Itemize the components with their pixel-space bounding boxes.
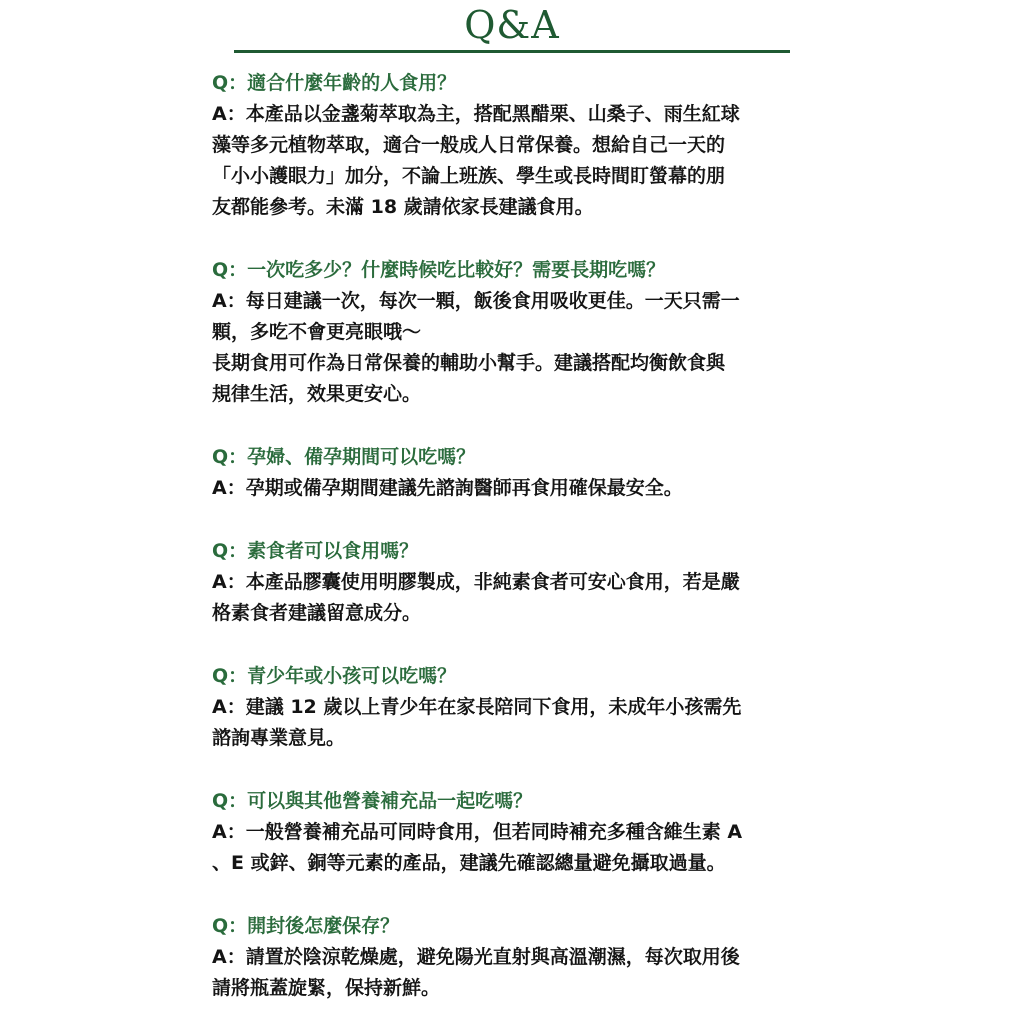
faq-answer xyxy=(212,817,812,879)
faq-answer xyxy=(212,692,812,754)
faq-answer-line: A：建議 12 歲以上青少年在家長陪同下食用，未成年小孩需先 xyxy=(212,696,742,718)
faq-answer xyxy=(212,286,812,410)
faq-answer xyxy=(212,567,812,629)
faq-question: Q：可以與其他營養補充品一起吃嗎？ xyxy=(212,790,533,812)
faq-answer-line: 格素食者建議留意成分。 xyxy=(212,602,422,624)
faq-list xyxy=(212,68,812,1036)
faq-item xyxy=(212,661,812,754)
faq-answer-line: A：本產品以金盞菊萃取為主，搭配黑醋栗、山桑子、雨生紅球 xyxy=(212,103,740,125)
faq-item xyxy=(212,442,812,504)
faq-answer-line: 諮詢專業意見。 xyxy=(212,727,346,749)
faq-question: Q：開封後怎麼保存？ xyxy=(212,915,400,937)
faq-answer-line: 「小小護眼力」加分，不論上班族、學生或長時間盯螢幕的朋 xyxy=(212,165,726,187)
faq-question: Q：一次吃多少？什麼時候吃比較好？需要長期吃嗎？ xyxy=(212,259,666,281)
faq-answer-line: 長期食用可作為日常保養的輔助小幫手。建議搭配均衡飲食與 xyxy=(212,352,726,374)
faq-answer-line: A：孕期或備孕期間建議先諮詢醫師再食用確保最安全。 xyxy=(212,477,683,499)
faq-item xyxy=(212,68,812,223)
page-title: Q&A xyxy=(464,3,560,47)
faq-answer-line: 藻等多元植物萃取，適合一般成人日常保養。想給自己一天的 xyxy=(212,134,726,156)
faq-question: Q：孕婦、備孕期間可以吃嗎？ xyxy=(212,446,476,468)
faq-answer-line: A：本產品膠囊使用明膠製成，非純素食者可安心食用，若是嚴 xyxy=(212,571,740,593)
faq-answer xyxy=(212,942,812,1004)
faq-answer-line: 規律生活，效果更安心。 xyxy=(212,383,422,405)
faq-answer-line: 請將瓶蓋旋緊，保持新鮮。 xyxy=(212,977,441,999)
faq-item xyxy=(212,786,812,879)
faq-question: Q：素食者可以食用嗎？ xyxy=(212,540,419,562)
faq-item xyxy=(212,911,812,1004)
faq-item xyxy=(212,255,812,410)
faq-question: Q：青少年或小孩可以吃嗎？ xyxy=(212,665,457,687)
faq-answer-line: A：每日建議一次，每次一顆，飯後食用吸收更佳。一天只需一 xyxy=(212,290,740,312)
faq-question: Q：適合什麼年齡的人食用？ xyxy=(212,72,457,94)
title-divider xyxy=(234,50,790,53)
faq-answer-line: A：一般營養補充品可同時食用，但若同時補充多種含維生素 A xyxy=(212,821,743,843)
faq-answer-line: 顆，多吃不會更亮眼哦～ xyxy=(212,321,422,343)
faq-answer xyxy=(212,473,812,504)
faq-item xyxy=(212,536,812,629)
faq-answer-line: A：請置於陰涼乾燥處，避免陽光直射與高溫潮濕，每次取用後 xyxy=(212,946,740,968)
faq-answer-line: 、E 或鋅、銅等元素的產品，建議先確認總量避免攝取過量。 xyxy=(212,852,726,874)
faq-answer-line: 友都能參考。未滿 18 歲請依家長建議食用。 xyxy=(212,196,594,218)
faq-answer xyxy=(212,99,812,223)
